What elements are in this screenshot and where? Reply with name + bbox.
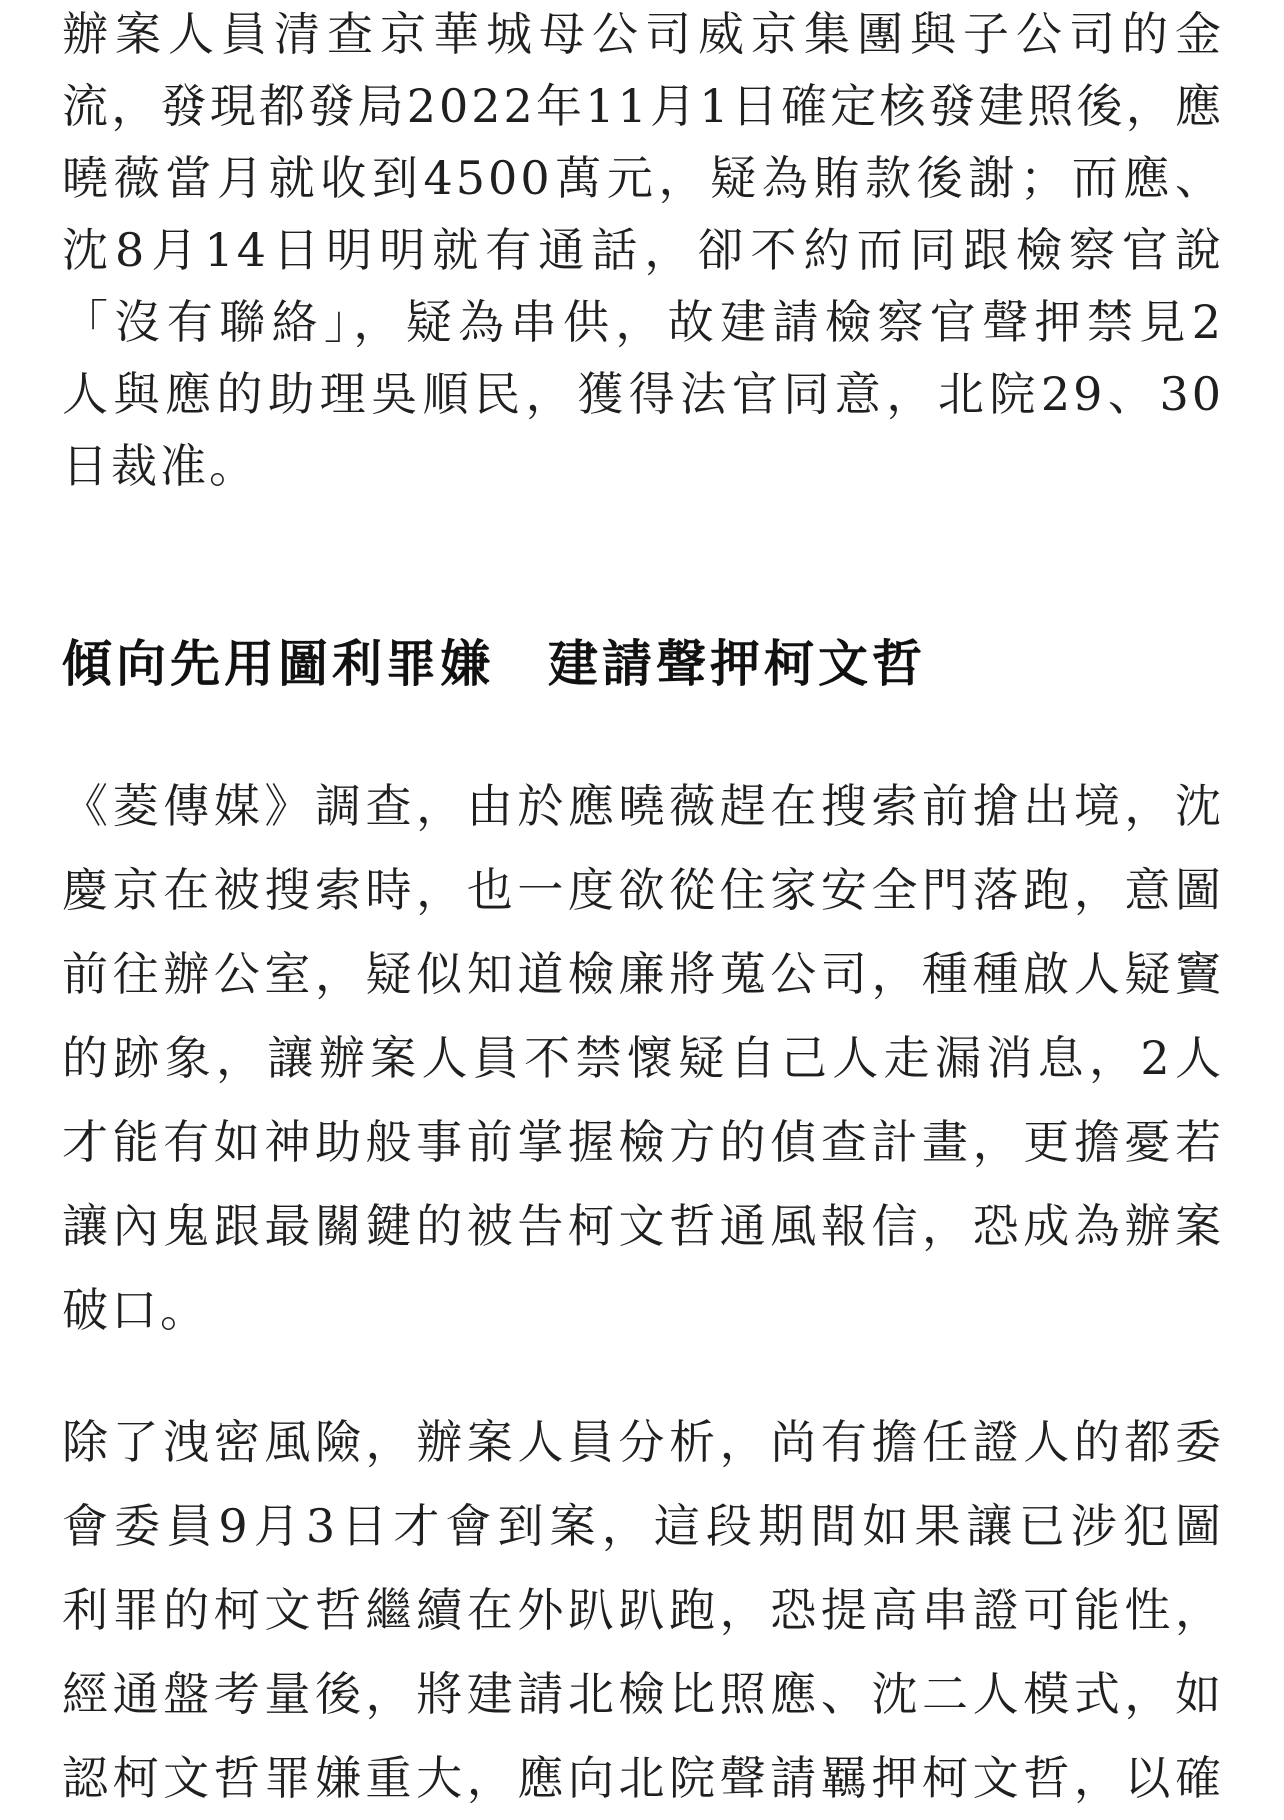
paragraph-line: 流，發現都發局2022年11月1日確定核發建照後，應 (62, 79, 1224, 133)
paragraph-line: 破口。 (62, 1283, 209, 1337)
paragraph-line: 辦案人員清查京華城母公司威京集團與子公司的金 (62, 7, 1224, 61)
paragraph-line: 利罪的柯文哲繼續在外趴趴跑，恐提高串證可能性， (62, 1583, 1224, 1637)
section-heading: 傾向先用圖利罪嫌 建請聲押柯文哲 (62, 634, 926, 693)
paragraph-line: 「沒有聯絡」，疑為串供，故建請檢察官聲押禁見2 (62, 295, 1224, 349)
paragraph-line: 讓內鬼跟最關鍵的被告柯文哲通風報信，恐成為辦案 (62, 1199, 1224, 1253)
paragraph-line: 前往辦公室，疑似知道檢廉將蒐公司，種種啟人疑竇 (62, 947, 1224, 1001)
paragraph-line: 才能有如神助般事前掌握檢方的偵查計畫，更擔憂若 (62, 1115, 1224, 1169)
paragraph-line: 人與應的助理吳順民，獲得法官同意，北院29、30 (62, 367, 1224, 421)
paragraph-line: 慶京在被搜索時，也一度欲從住家安全門落跑，意圖 (62, 863, 1224, 917)
paragraph-line: 經通盤考量後，將建請北檢比照應、沈二人模式，如 (62, 1667, 1224, 1721)
paragraph-line: 日裁准。 (62, 439, 258, 493)
paragraph-line: 沈8月14日明明就有通話，卻不約而同跟檢察官說 (62, 223, 1224, 277)
paragraph-line: 認柯文哲罪嫌重大，應向北院聲請羈押柯文哲，以確 (62, 1751, 1224, 1805)
paragraph-line: 《菱傳媒》調查，由於應曉薇趕在搜索前搶出境，沈 (62, 779, 1224, 833)
paragraph-line: 會委員9月3日才會到案，這段期間如果讓已涉犯圖 (62, 1499, 1224, 1553)
paragraph-line: 除了洩密風險，辦案人員分析，尚有擔任證人的都委 (62, 1415, 1224, 1469)
paragraph-line: 曉薇當月就收到4500萬元，疑為賄款後謝；而應、 (62, 151, 1224, 205)
paragraph-line: 的跡象，讓辦案人員不禁懷疑自己人走漏消息，2人 (62, 1031, 1224, 1085)
